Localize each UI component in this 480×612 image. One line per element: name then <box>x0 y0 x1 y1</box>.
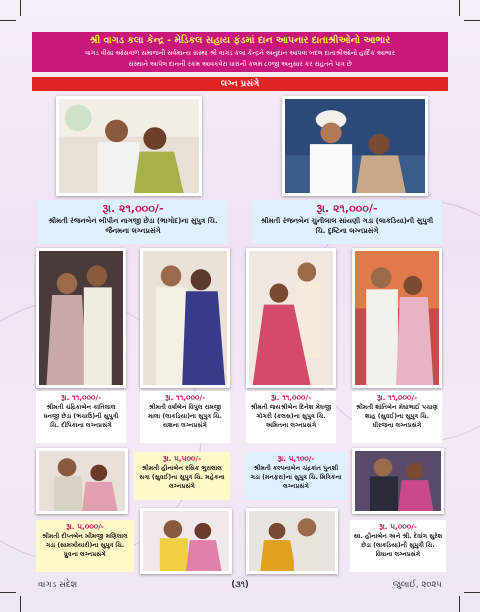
crop-mark <box>0 20 16 21</box>
donation-amount: રૂા. ૧૧,૦૦૦/- <box>376 393 418 402</box>
donation-caption <box>246 391 336 443</box>
tax-note: સંસ્થાને આપેલ દાનની રકમ આવકવેરા ધારાની કલમ ૮૦જી અનુસાર કર રાહતને પાત્ર છે <box>128 60 352 68</box>
page-number: (૩૧) <box>231 580 249 590</box>
couple-photo <box>282 96 428 196</box>
donation-text: શ્રીમતી વર્ષાબેન વિપુલ રામજી માલા (લાકડિયા)ના સુપુત્ર ચિ. યશના લગ્નપ્રસંગે <box>148 404 222 429</box>
donation-amount: રૂા. ૧૧,૦૦૦/- <box>164 393 206 402</box>
donation-caption <box>36 520 134 572</box>
couple-photo <box>36 448 128 514</box>
donation-amount: રૂા. ૫,૦૦૦/- <box>379 522 417 531</box>
donation-caption <box>38 200 228 244</box>
couple-photo <box>140 248 230 388</box>
section-title: લગ્ન પ્રસંગે <box>32 77 448 91</box>
donation-caption <box>350 520 446 572</box>
header-banner <box>32 32 448 72</box>
crop-mark <box>464 592 480 593</box>
donation-amount: રૂા. ૫,૦૦૦/- <box>66 522 104 531</box>
donation-text: શ્રીમતી જયશ્રીબેન દિનેશ મેઘજી ગોગરી (કલસ)ના સુપુત્ર ચિ. અમિતના લગ્નપ્રસંગે <box>250 404 332 429</box>
donation-amount: રૂા. ૫,૧૦૦/- <box>277 454 315 463</box>
donation-text: સ્વ. હીનાબેન અને શ્રી. દેવાંગ સુરેશ છેડા (લાકડિયા)ની સુપુત્રી ચિ. વિધાના લગ્નપ્રસંગે <box>353 533 443 558</box>
crop-mark <box>20 596 21 612</box>
donation-text: શ્રીમતી ચંદ્રિકાબેન કાંતિલાલ ધનજી છેડા (ભચાઉ)ની સુપુત્રી ચિ. દીપિકાના લગ્નપ્રસંગે <box>43 404 119 429</box>
crop-mark <box>459 0 460 16</box>
donation-caption <box>140 391 230 443</box>
donation-text: શ્રીમતી રંજનબેન ચુનીલાલ સાંયણી ગડા (લાકડિયા)ની સુપુત્રી ચિ. દૃષ્ટિના લગ્નપ્રસંગે <box>260 217 434 235</box>
donation-caption <box>246 452 346 500</box>
page-footer <box>32 578 448 592</box>
donation-caption <box>252 200 442 244</box>
couple-photo <box>246 248 336 388</box>
donation-caption <box>134 452 230 500</box>
donation-amount: રૂા. ૧૧,૦૦૦/- <box>60 393 102 402</box>
donation-caption <box>352 391 442 443</box>
couple-photo <box>56 96 202 196</box>
donation-amount: રૂા. ૧૧,૦૦૦/- <box>270 393 312 402</box>
donation-amount: રૂા. ૫,૫૦૦/- <box>162 454 202 463</box>
page-subtitle: વાગડ વીસા ઓસવાળ સમાજની સર્વમાન્ય સંસ્થા શ્રી વાગડ કલા કેન્દ્રને અનુદાન આપવા બદલ દાતાશ્રીઓનો હાર્દિક આભાર <box>85 49 395 57</box>
magazine-name: વાગડ સંદેશ <box>38 580 78 590</box>
donation-amount: રૂા. ૨૧,૦૦૦/- <box>102 202 164 215</box>
page-title: શ્રી વાગડ કલા કેન્દ્ર - મેડિકલ સહાય ફંડમાં દાન આપનાર દાતાશ્રીઓનો આભાર <box>89 35 391 46</box>
couple-photo <box>36 248 126 388</box>
donation-text: શ્રીમતી રંજનબેન બીપીન નાગજી છેડા (ભાગોદ)ના સુપુત્ર ચિ. જૈનમના લગ્નપ્રસંગે <box>48 217 218 235</box>
donation-caption <box>36 391 126 443</box>
crop-mark <box>459 596 460 612</box>
crop-mark <box>20 0 21 16</box>
crop-mark <box>464 20 480 21</box>
couple-photo <box>352 248 442 388</box>
donation-amount: રૂા. ૨૧,૦૦૦/- <box>316 202 378 215</box>
couple-photo <box>352 448 444 514</box>
issue-date: જુલાઈ, ૨૦૨૫ <box>392 580 442 590</box>
donation-text: શ્રીમતી દીપ્તબેન ખીમજી મણિલાલ ગડા (સામખીયારી)ના સુપુત્ર ચિ. ધ્રુવના લગ્નપ્રસંગે <box>42 533 128 558</box>
donation-text: શ્રીમતી હીનાબેન રસિક ભુરાલાલ સત્રા (સુવઈ)ના સુપુત્ર ચિ. મહેકના લગ્નપ્રસંગે <box>139 465 225 490</box>
crop-mark <box>0 592 16 593</box>
donation-text: શ્રીમતી કલ્પનાબેન ચંદ્રકાંત પુનશી ગડા (મનફરા)ના સુપુત્ર ચિ. મિત્રિકના લગ્નપ્રસંગે <box>250 465 342 490</box>
donation-text: શ્રીમતી શાંતિબેન મેઘાભાઈ પચાણ શાહ (સુવઈ)ના સુપુત્ર ચિ. ધીરજના લગ્નપ્રસંગે <box>356 404 438 429</box>
couple-photo <box>246 508 338 574</box>
couple-photo <box>140 508 232 574</box>
